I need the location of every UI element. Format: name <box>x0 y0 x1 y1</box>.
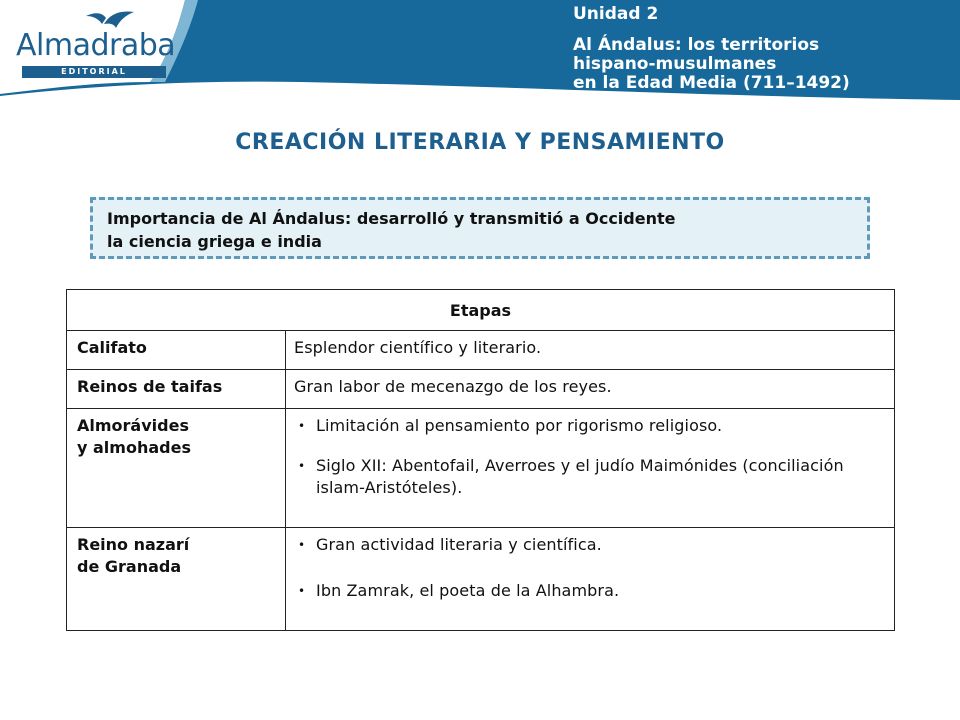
logo-wordmark: Almadraba <box>16 28 176 63</box>
table-header: Etapas <box>67 290 895 331</box>
logo-subtitle: EDITORIAL <box>61 67 127 76</box>
stage-name-line: de Granada <box>77 557 182 576</box>
stage-name-line: Almorávides <box>77 416 189 435</box>
stage-description <box>286 528 895 631</box>
callout-line: Importancia de Al Ándalus: desarrolló y transmitió a Occidente <box>107 209 676 228</box>
callout-line: la ciencia griega e india <box>107 232 322 251</box>
page-title: CREACIÓN LITERARIA Y PENSAMIENTO <box>235 130 725 155</box>
stage-name <box>67 409 286 528</box>
unit-subtitle-line: Al Ándalus: los territorios <box>573 35 820 55</box>
bullet-list <box>294 415 886 499</box>
list-item: • Limitación al pensamiento por rigorismo religioso. <box>294 415 886 437</box>
list-item: • Gran actividad literaria y científica. <box>294 534 886 556</box>
table-row <box>67 528 895 631</box>
stage-description <box>286 409 895 528</box>
bullet-list <box>294 534 886 602</box>
unit-subtitle-line: hispano-musulmanes <box>573 54 777 74</box>
stage-name-line: Reino nazarí <box>77 535 190 554</box>
publisher-logo <box>16 6 176 76</box>
table-row <box>67 409 895 528</box>
table-row <box>67 331 895 370</box>
list-item: • Ibn Zamrak, el poeta de la Alhambra. <box>294 580 886 602</box>
table-header-row <box>67 290 895 331</box>
stage-name: Califato <box>67 331 286 370</box>
logo-subbar <box>22 66 166 78</box>
list-item: • Siglo XII: Abentofail, Averroes y el judío Maimónides (conciliación islam-Aristóteles). <box>294 455 886 499</box>
stage-name <box>67 528 286 631</box>
stages-table <box>66 289 895 631</box>
stage-name-line: y almohades <box>77 438 191 457</box>
callout-box <box>90 197 870 259</box>
unit-label: Unidad 2 <box>573 4 659 24</box>
stage-description: Esplendor científico y literario. <box>286 331 895 370</box>
stage-name: Reinos de taifas <box>67 370 286 409</box>
stage-description: Gran labor de mecenazgo de los reyes. <box>286 370 895 409</box>
table-row <box>67 370 895 409</box>
unit-subtitle <box>573 36 953 93</box>
unit-subtitle-line: en la Edad Media (711–1492) <box>573 73 850 93</box>
